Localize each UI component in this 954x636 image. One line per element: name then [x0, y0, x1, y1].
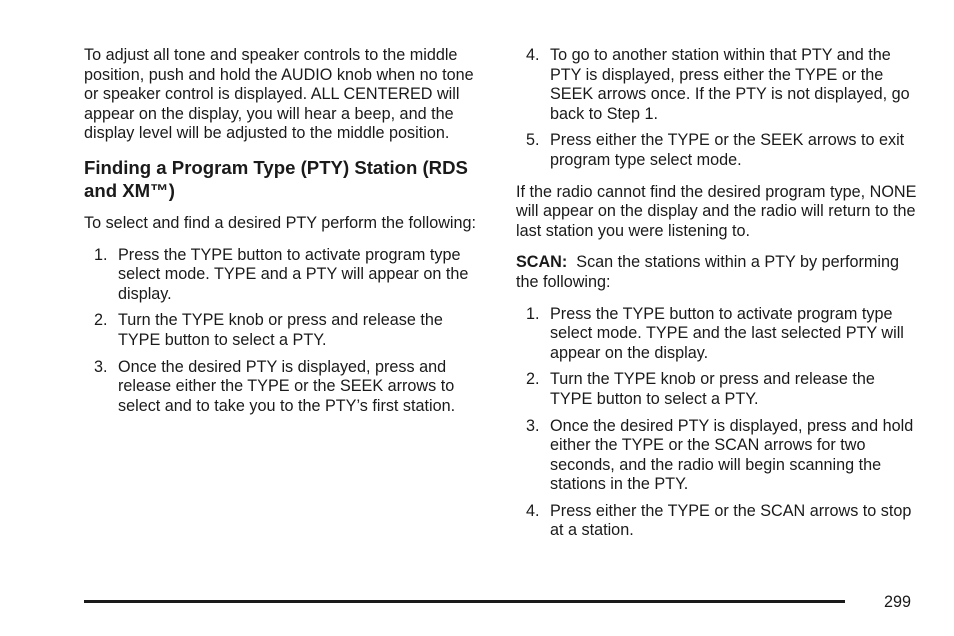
- list-item-number: 4.: [526, 46, 540, 64]
- list-item-text: Press either the TYPE or the SCAN arrows to stop at a station.: [550, 501, 912, 540]
- not-found-paragraph: If the radio cannot find the desired program type, NONE will appear on the display and the radio will return to the last station you were listening to.: [516, 182, 917, 240]
- list-item-number: 2.: [94, 311, 108, 330]
- list-item: [516, 502, 920, 541]
- page-number: 299: [884, 593, 912, 611]
- list-item: [84, 246, 488, 305]
- list-item-text: Press either the TYPE or the SEEK arrows to exit program type select mode.: [550, 131, 905, 169]
- scan-paragraph: [516, 253, 920, 292]
- list-item-text: Press the TYPE button to activate program type select mode. TYPE and a PTY will appear on the display.: [118, 245, 469, 303]
- scan-label: SCAN:: [516, 253, 568, 272]
- list-item-number: 1.: [94, 245, 108, 264]
- pty-steps-list-continued: [516, 46, 920, 171]
- list-item: [516, 305, 920, 364]
- list-item: [516, 370, 920, 409]
- list-item-number: 2.: [526, 370, 540, 389]
- tone-reset-paragraph: To adjust all tone and speaker controls to the middle position, push and hold the AUDIO knob when no tone or speaker control is displayed. ALL CENTERED will appear on the display, you will hear a beep, and the display level will be adjusted to the middle position.: [84, 46, 474, 143]
- scan-text: Scan the stations within a PTY by performing the following:: [516, 253, 899, 291]
- list-item-number: 5.: [526, 131, 540, 150]
- list-item-text: Once the desired PTY is displayed, press and release either the TYPE or the SEEK arrows to select and to take you to the PTY’s first station.: [118, 357, 456, 415]
- footer-rule: [84, 600, 845, 603]
- list-item: [516, 46, 920, 124]
- list-item: [84, 358, 488, 417]
- list-item-text: Press the TYPE button to activate program type select mode. TYPE and the last selected PTY will appear on the display.: [550, 304, 904, 362]
- list-item: [516, 131, 920, 170]
- select-intro-paragraph: To select and find a desired PTY perform the following:: [84, 213, 477, 232]
- list-item-text: To go to another station within that PTY and the PTY is displayed, press either the TYPE or the SEEK arrows once. If the PTY is not displayed, go back to Step 1.: [550, 46, 910, 123]
- list-item-number: 4.: [526, 501, 540, 520]
- list-item-text: Turn the TYPE knob or press and release the TYPE button to select a PTY.: [118, 311, 443, 349]
- section-heading: Finding a Program Type (PTY) Station (RDS and XM™): [84, 156, 468, 201]
- list-item: [516, 417, 920, 495]
- list-item-number: 1.: [526, 304, 540, 323]
- scan-steps-list: [516, 305, 920, 542]
- list-item-number: 3.: [94, 357, 108, 376]
- list-item: [84, 311, 488, 350]
- pty-steps-list: [84, 246, 488, 417]
- list-item-text: Once the desired PTY is displayed, press and hold either the TYPE or the SCAN arrows for two seconds, and the radio will begin scanning the stations in the PTY.: [550, 416, 914, 494]
- list-item-text: Turn the TYPE knob or press and release the TYPE button to select a PTY.: [550, 370, 875, 408]
- right-column: [516, 46, 920, 553]
- left-column: [84, 46, 488, 428]
- list-item-number: 3.: [526, 416, 540, 435]
